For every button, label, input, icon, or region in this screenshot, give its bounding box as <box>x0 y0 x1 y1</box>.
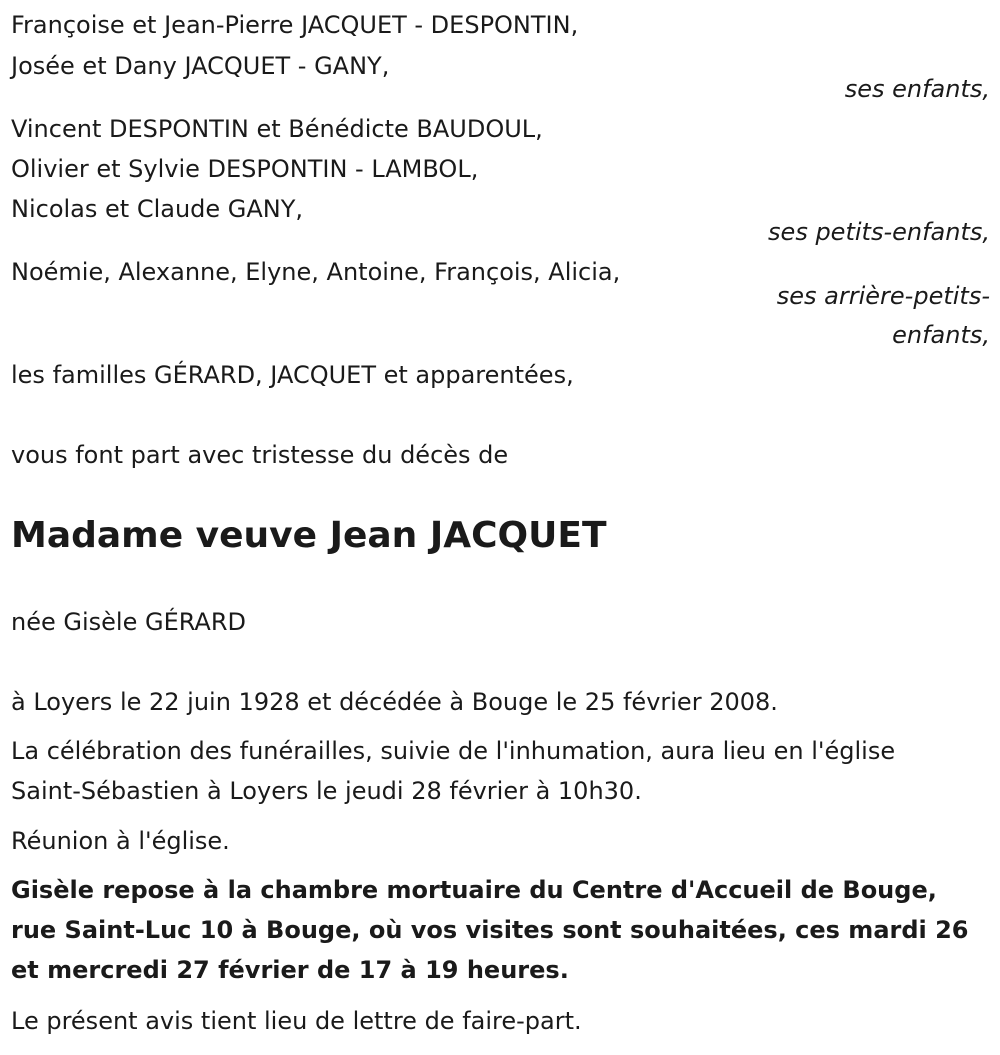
closing-line: Le présent avis tient lieu de lettre de faire-part. <box>11 1007 582 1035</box>
visitation-line-3: et mercredi 27 février de 17 à 19 heures. <box>11 956 569 984</box>
grandchildren-line-1: Vincent DESPONTIN et Bénédicte BAUDOUL, <box>11 115 543 143</box>
great-grandchildren-line: Noémie, Alexanne, Elyne, Antoine, François, Alicia, <box>11 258 621 286</box>
children-line-1: Françoise et Jean-Pierre JACQUET - DESPONTIN, <box>11 11 579 39</box>
visitation-line-1: Gisèle repose à la chambre mortuaire du Centre d'Accueil de Bouge, <box>11 876 937 904</box>
ceremony-line-2: Saint-Sébastien à Loyers le jeudi 28 février à 10h30. <box>11 777 642 805</box>
meeting-line: Réunion à l'église. <box>11 827 230 855</box>
great-grandchildren-label-1: ses arrière-petits- <box>776 282 990 310</box>
great-grandchildren-label-2: enfants, <box>892 321 990 349</box>
birth-name: née Gisèle GÉRARD <box>11 608 247 636</box>
visitation-line-2: rue Saint-Luc 10 à Bouge, où vos visites sont souhaitées, ces mardi 26 <box>11 916 969 944</box>
announcement-line: vous font part avec tristesse du décès de <box>11 441 509 469</box>
children-label: ses enfants, <box>844 75 990 103</box>
grandchildren-line-2: Olivier et Sylvie DESPONTIN - LAMBOL, <box>11 155 479 183</box>
ceremony-line-1: La célébration des funérailles, suivie de l'inhumation, aura lieu en l'église <box>11 737 896 765</box>
dates-line: à Loyers le 22 juin 1928 et décédée à Bouge le 25 février 2008. <box>11 688 778 716</box>
families-line: les familles GÉRARD, JACQUET et apparentées, <box>11 361 574 389</box>
children-line-2: Josée et Dany JACQUET - GANY, <box>11 52 390 80</box>
grandchildren-label: ses petits-enfants, <box>768 218 990 246</box>
grandchildren-line-3: Nicolas et Claude GANY, <box>11 195 304 223</box>
deceased-name: Madame veuve Jean JACQUET <box>11 515 607 556</box>
